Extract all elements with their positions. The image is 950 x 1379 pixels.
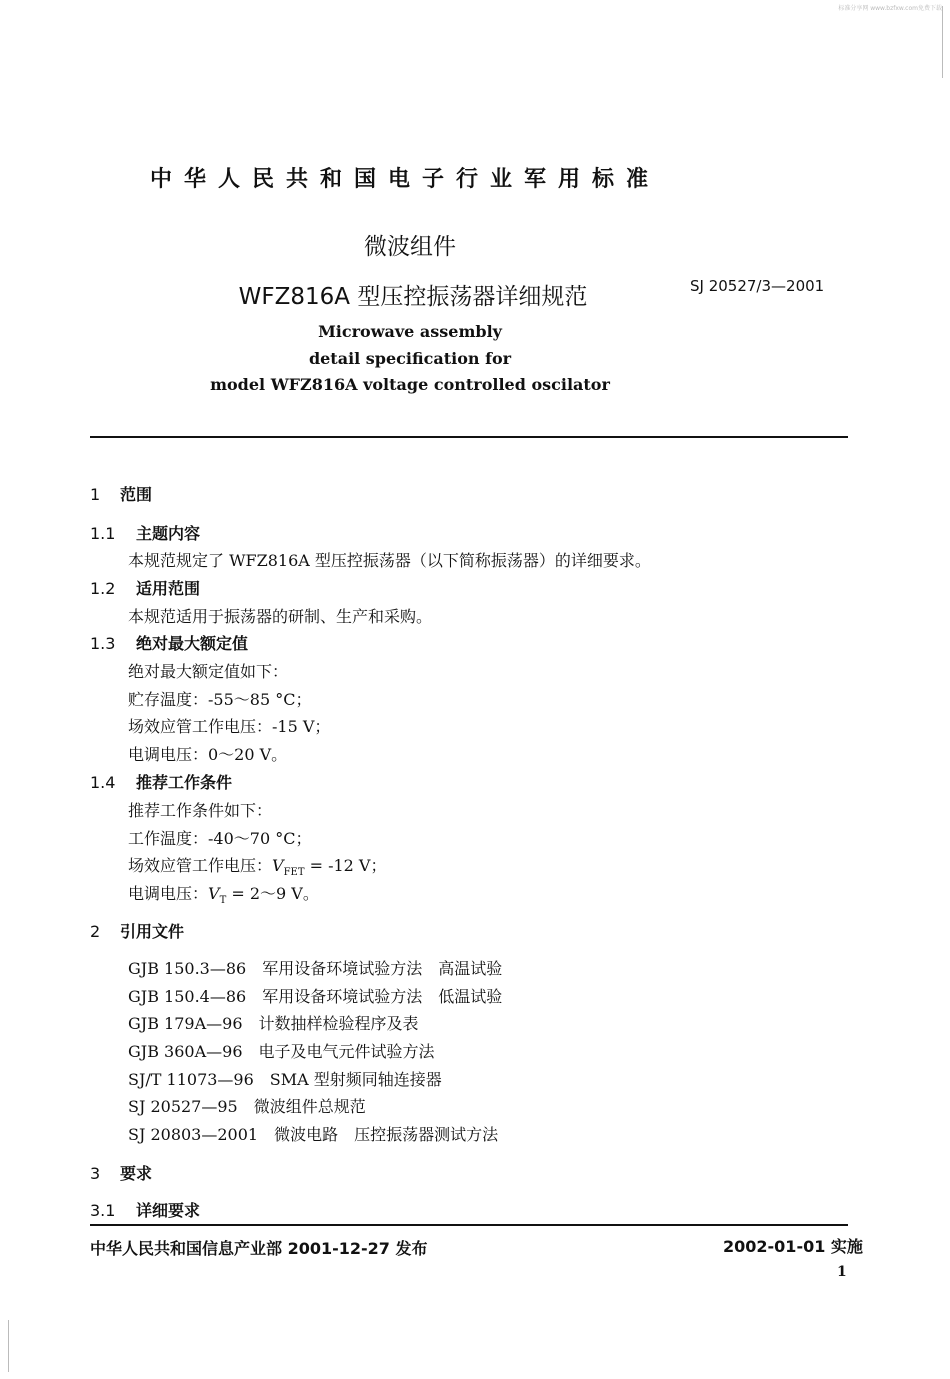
- issuer-line: 中华人民共和国信息产业部 2001-12-27 发布: [90, 1239, 428, 1258]
- section-1-heading: [90, 482, 152, 505]
- section-title: 要求: [120, 1164, 153, 1183]
- reference-item: [128, 1122, 498, 1145]
- variable: V: [272, 856, 284, 875]
- reference-title: SMA 型射频同轴连接器: [269, 1070, 442, 1089]
- text-prefix: 场效应管工作电压：: [128, 856, 273, 875]
- section-title: 引用文件: [120, 922, 185, 941]
- section-number: 1: [90, 485, 101, 504]
- section-1-1-heading: [90, 521, 200, 544]
- english-title-line-1: Microwave assembly: [318, 322, 502, 341]
- reference-title: 微波电路 压控振荡器测试方法: [274, 1125, 499, 1144]
- section-number: 2: [90, 922, 101, 941]
- section-number: 1.1: [90, 524, 116, 543]
- reference-title: 电子及电气元件试验方法: [258, 1042, 435, 1061]
- section-title: 主题内容: [136, 524, 201, 543]
- section-1-3-heading: [90, 631, 248, 654]
- watermark: 标准分享网 www.bzfxw.com免费下载: [838, 5, 942, 12]
- reference-title: 军用设备环境试验方法 低温试验: [262, 987, 503, 1006]
- reference-code: SJ 20803—2001: [128, 1125, 259, 1144]
- section-number: 1.3: [90, 634, 116, 653]
- section-1-3-line: 绝对最大额定值如下：: [128, 662, 289, 681]
- section-title: 推荐工作条件: [136, 773, 233, 792]
- standard-class: 中华人民共和国电子行业军用标准: [149, 167, 660, 192]
- section-1-4-line: [128, 881, 319, 906]
- section-3-1-heading: [90, 1198, 200, 1221]
- section-1-4-heading: [90, 770, 232, 793]
- text-suffix: = -12 V；: [304, 856, 387, 875]
- text-prefix: 电调电压：: [128, 884, 209, 903]
- text-suffix: = 2～9 V。: [226, 884, 319, 903]
- reference-item: [128, 1094, 366, 1117]
- section-1-4-line: 工作温度：-40～70 °C；: [128, 829, 312, 848]
- section-1-4-line: [128, 853, 387, 878]
- section-1-1-text: 本规范规定了 WFZ816A 型压控振荡器（以下简称振荡器）的详细要求。: [128, 551, 651, 570]
- section-number: 3: [90, 1164, 101, 1183]
- section-1-2-text: 本规范适用于振荡器的研制、生产和采购。: [128, 607, 433, 626]
- english-title-line-2: detail specification for: [308, 349, 512, 368]
- section-title: 绝对最大额定值: [136, 634, 249, 653]
- reference-item: [128, 956, 502, 979]
- reference-title: 微波组件总规范: [253, 1097, 366, 1116]
- reference-code: SJ 20527—95: [128, 1097, 238, 1116]
- header-rule: [90, 436, 848, 438]
- reference-code: GJB 360A—96: [128, 1042, 243, 1061]
- page-number: 1: [837, 1264, 847, 1280]
- english-title-line-3: model WFZ816A voltage controlled oscilator: [210, 375, 610, 394]
- standard-number: SJ 20527/3—2001: [690, 277, 825, 295]
- reference-title: 军用设备环境试验方法 高温试验: [262, 959, 503, 978]
- section-title: 详细要求: [136, 1201, 201, 1220]
- scan-edge-line-bottom: [8, 1320, 9, 1372]
- section-title: 适用范围: [136, 579, 201, 598]
- reference-item: [128, 1067, 442, 1090]
- section-2-heading: [90, 919, 184, 942]
- reference-item: [128, 1039, 435, 1062]
- subscript: FET: [283, 867, 305, 879]
- title-line-2: WFZ816A 型压控振荡器详细规范: [238, 284, 588, 310]
- section-1-4-line: 推荐工作条件如下：: [128, 801, 273, 820]
- reference-code: GJB 150.3—86: [128, 959, 247, 978]
- title-line-1: 微波组件: [364, 234, 456, 260]
- reference-code: GJB 179A—96: [128, 1014, 243, 1033]
- reference-item: [128, 984, 502, 1007]
- effective-date: 2002-01-01 实施: [723, 1237, 863, 1256]
- section-1-3-line: 场效应管工作电压：-15 V；: [128, 717, 331, 736]
- reference-title: 计数抽样检验程序及表: [258, 1014, 419, 1033]
- section-1-2-heading: [90, 576, 200, 599]
- subscript: T: [219, 895, 227, 907]
- reference-item: [128, 1011, 419, 1034]
- section-number: 3.1: [90, 1201, 116, 1220]
- scan-edge-line: [942, 6, 943, 78]
- footer-rule: [90, 1224, 848, 1226]
- section-1-3-line: 贮存温度：-55～85 °C；: [128, 690, 312, 709]
- section-number: 1.4: [90, 773, 116, 792]
- section-3-heading: [90, 1161, 152, 1184]
- variable: V: [208, 884, 220, 903]
- reference-code: GJB 150.4—86: [128, 987, 247, 1006]
- section-1-3-line: 电调电压：0～20 V。: [128, 745, 288, 764]
- section-title: 范围: [120, 485, 153, 504]
- section-number: 1.2: [90, 579, 116, 598]
- reference-code: SJ/T 11073—96: [128, 1070, 254, 1089]
